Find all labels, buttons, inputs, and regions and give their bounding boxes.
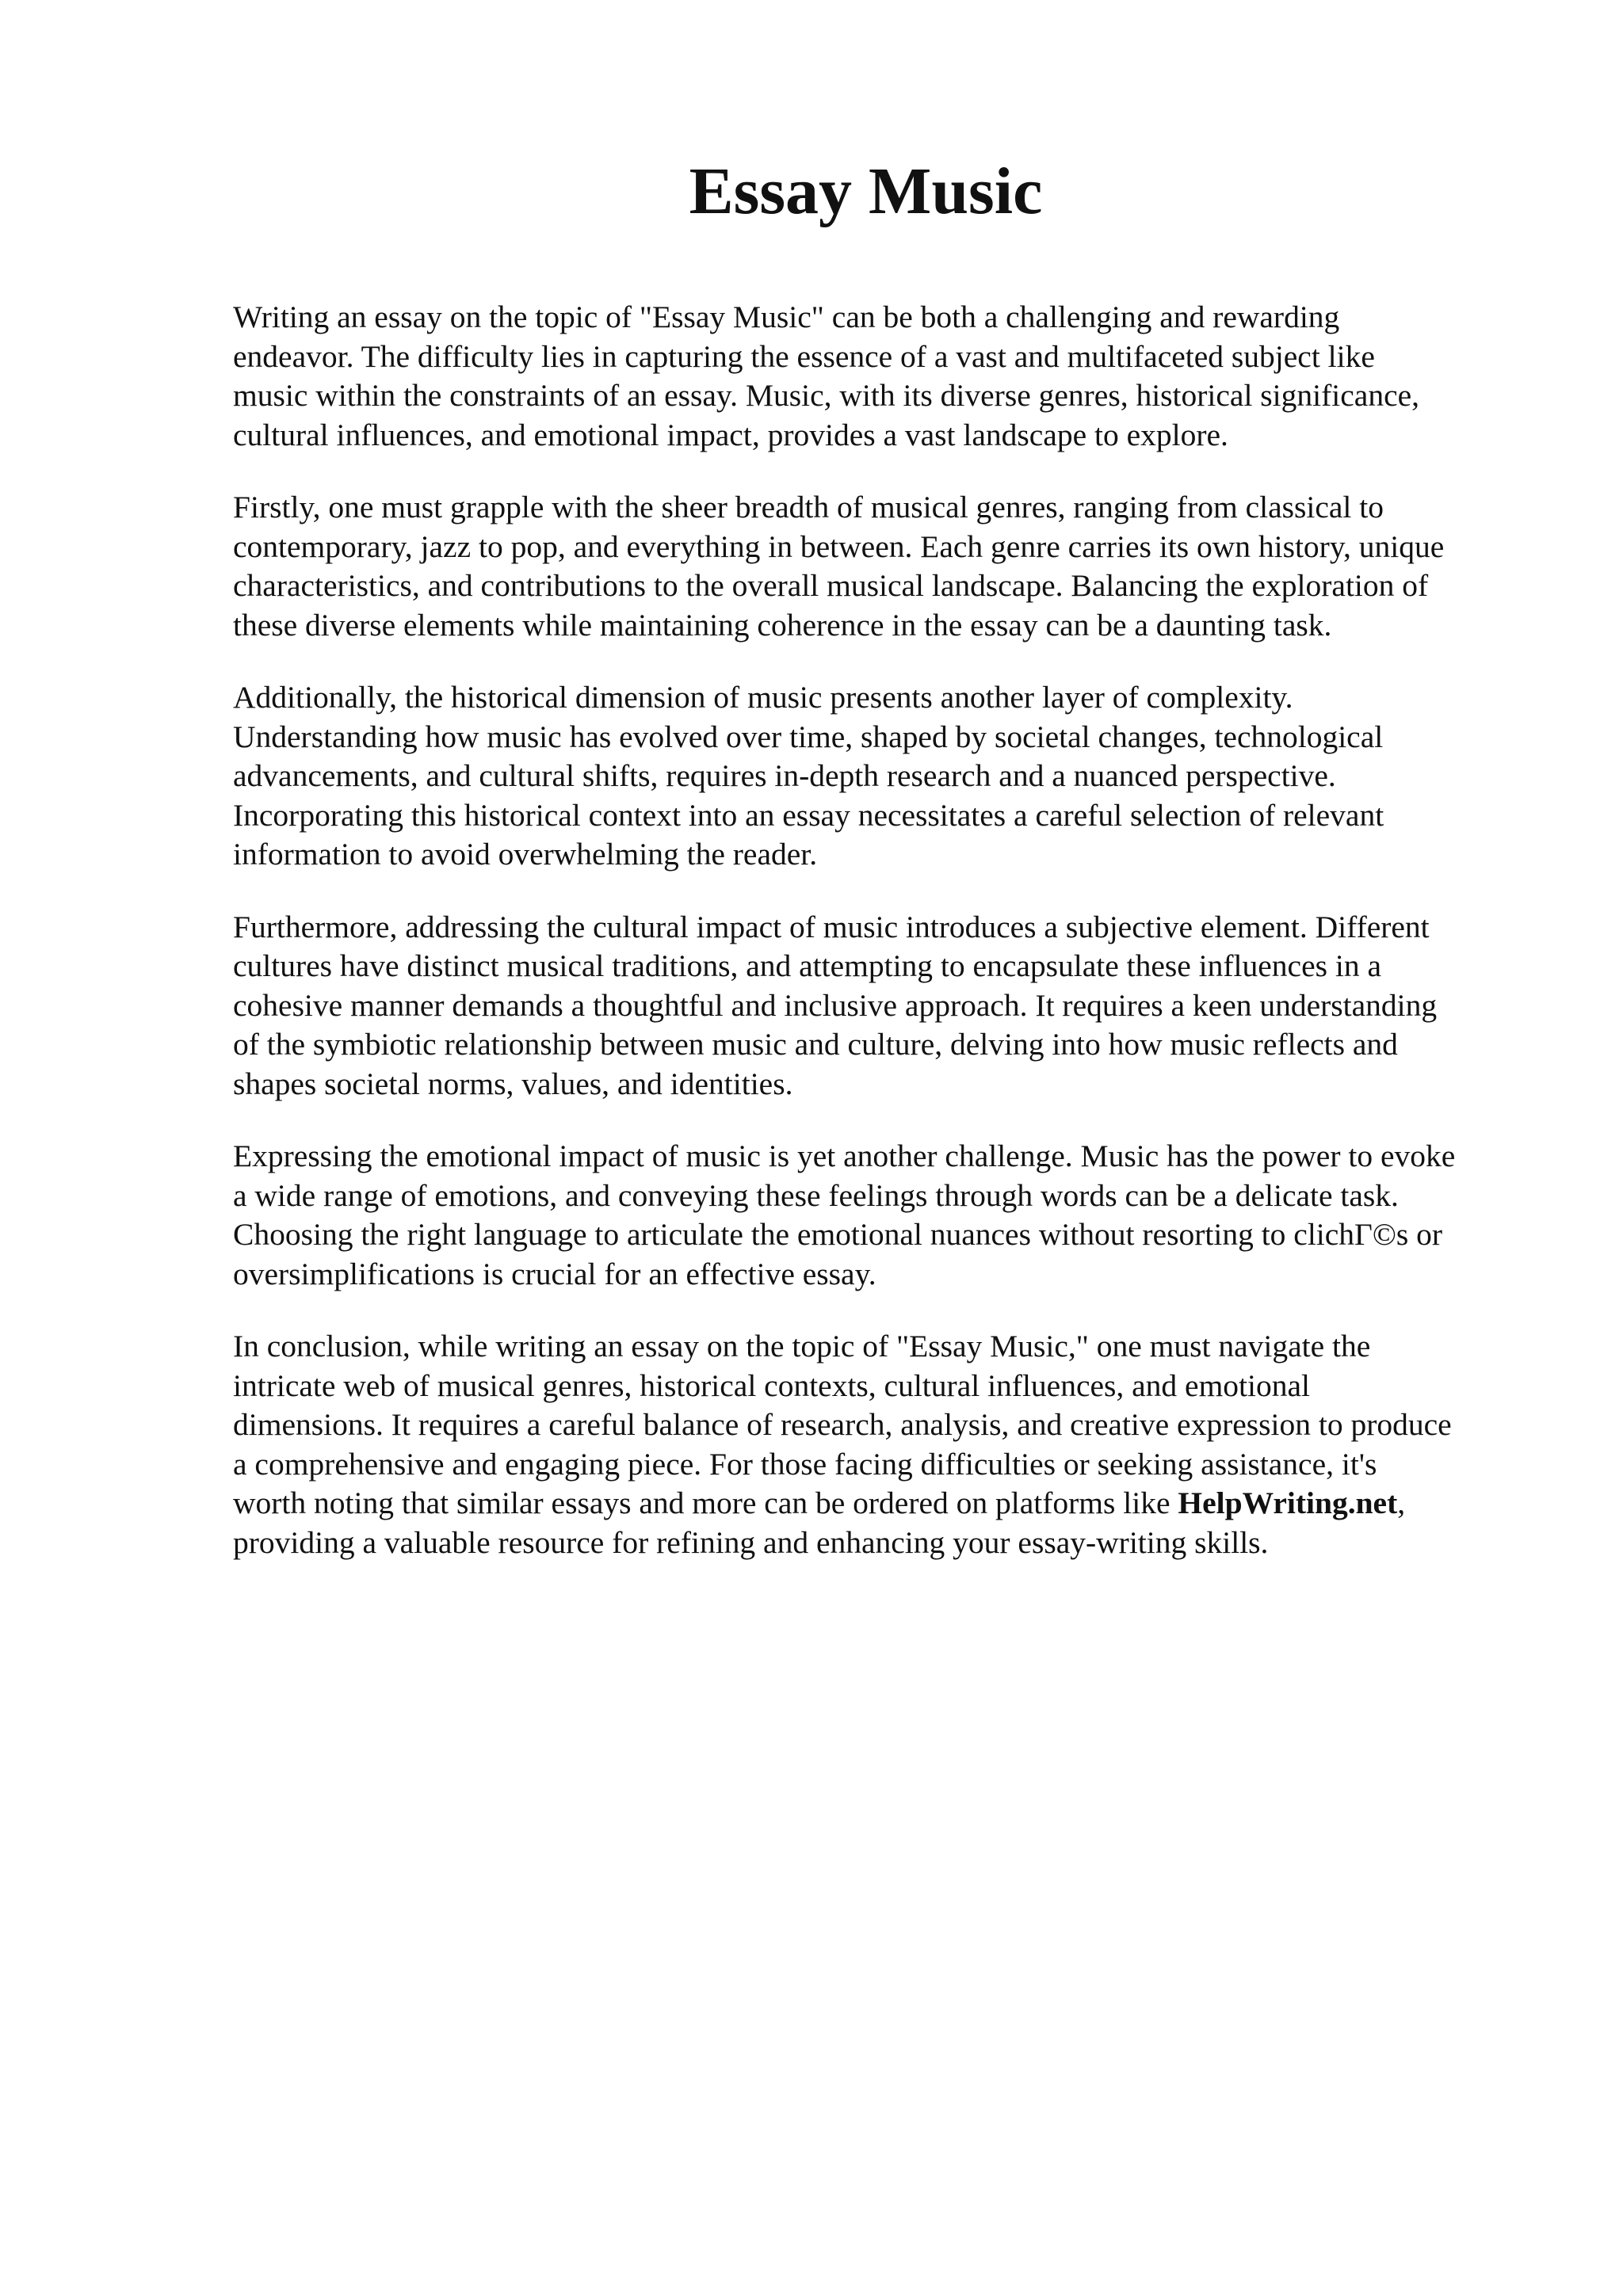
- text-line: advancements, and cultural shifts, requires in-depth research and a nuanced perspective.: [233, 758, 1336, 793]
- text-line-with-link: [233, 1484, 1541, 1524]
- paragraph-4: [233, 908, 1541, 1104]
- text-line: a wide range of emotions, and conveying these feelings through words can be a delicate task.: [233, 1177, 1399, 1213]
- text-line: endeavor. The difficulty lies in capturing the essence of a vast and multifaceted subject like: [233, 338, 1375, 374]
- text-line: of the symbiotic relationship between music and culture, delving into how music reflects and: [233, 1027, 1398, 1062]
- text-line: music within the constraints of an essay. Music, with its diverse genres, historical significance,: [233, 378, 1420, 413]
- text-line: contemporary, jazz to pop, and everything in between. Each genre carries its own history, unique: [233, 528, 1445, 564]
- essay-body: [233, 298, 1541, 1596]
- text-line: In conclusion, while writing an essay on the topic of "Essay Music," one must navigate the: [233, 1329, 1371, 1363]
- text-line: cohesive manner demands a thoughtful and inclusive approach. It requires a keen understanding: [233, 987, 1438, 1023]
- text-line: Incorporating this historical context into an essay necessitates a careful selection of relevant: [233, 797, 1384, 833]
- text-line: providing a valuable resource for refining and enhancing your essay-writing skills.: [233, 1524, 1269, 1560]
- text-line: Choosing the right language to articulate the emotional nuances without resorting to clichГ©s or: [233, 1217, 1443, 1252]
- text-line: Firstly, one must grapple with the sheer breadth of musical genres, ranging from classical to: [233, 490, 1384, 524]
- text-line: cultural influences, and emotional impact, provides a vast landscape to explore.: [233, 417, 1228, 452]
- text-line: shapes societal norms, values, and identities.: [233, 1066, 793, 1101]
- text-line-prefix: worth noting that similar essays and more can be ordered on platforms like: [233, 1486, 1178, 1520]
- text-line-suffix: ,: [1397, 1486, 1406, 1520]
- paragraph-1: [233, 298, 1541, 455]
- helpwriting-link[interactable]: HelpWriting.net: [1178, 1486, 1398, 1520]
- text-line: Additionally, the historical dimension of music presents another layer of complexity.: [233, 680, 1293, 715]
- text-line: Expressing the emotional impact of music is yet another challenge. Music has the power to evoke: [233, 1138, 1456, 1173]
- paragraph-2: [233, 488, 1541, 645]
- text-line: Writing an essay on the topic of "Essay Music" can be both a challenging and rewarding: [233, 299, 1340, 334]
- text-line: a comprehensive and engaging piece. For those facing difficulties or seeking assistance, it's: [233, 1446, 1377, 1482]
- text-line: oversimplifications is crucial for an effective essay.: [233, 1256, 876, 1291]
- paragraph-3: [233, 678, 1541, 875]
- text-line: cultures have distinct musical traditions, and attempting to encapsulate these influences in a: [233, 948, 1382, 983]
- text-line: Furthermore, addressing the cultural impact of music introduces a subjective element. Different: [233, 909, 1430, 944]
- paragraph-5: [233, 1137, 1541, 1294]
- text-line: intricate web of musical genres, historical contexts, cultural influences, and emotional: [233, 1367, 1311, 1403]
- text-line: characteristics, and contributions to the overall musical landscape. Balancing the exploration of: [233, 568, 1429, 603]
- paragraph-6: [233, 1327, 1541, 1562]
- page-title: Essay Music: [689, 154, 1043, 228]
- text-line: Understanding how music has evolved over time, shaped by societal changes, technological: [233, 719, 1384, 754]
- text-line: these diverse elements while maintaining coherence in the essay can be a daunting task.: [233, 607, 1332, 643]
- text-line: information to avoid overwhelming the reader.: [233, 837, 818, 871]
- text-line: dimensions. It requires a careful balance of research, analysis, and creative expression to produce: [233, 1407, 1452, 1442]
